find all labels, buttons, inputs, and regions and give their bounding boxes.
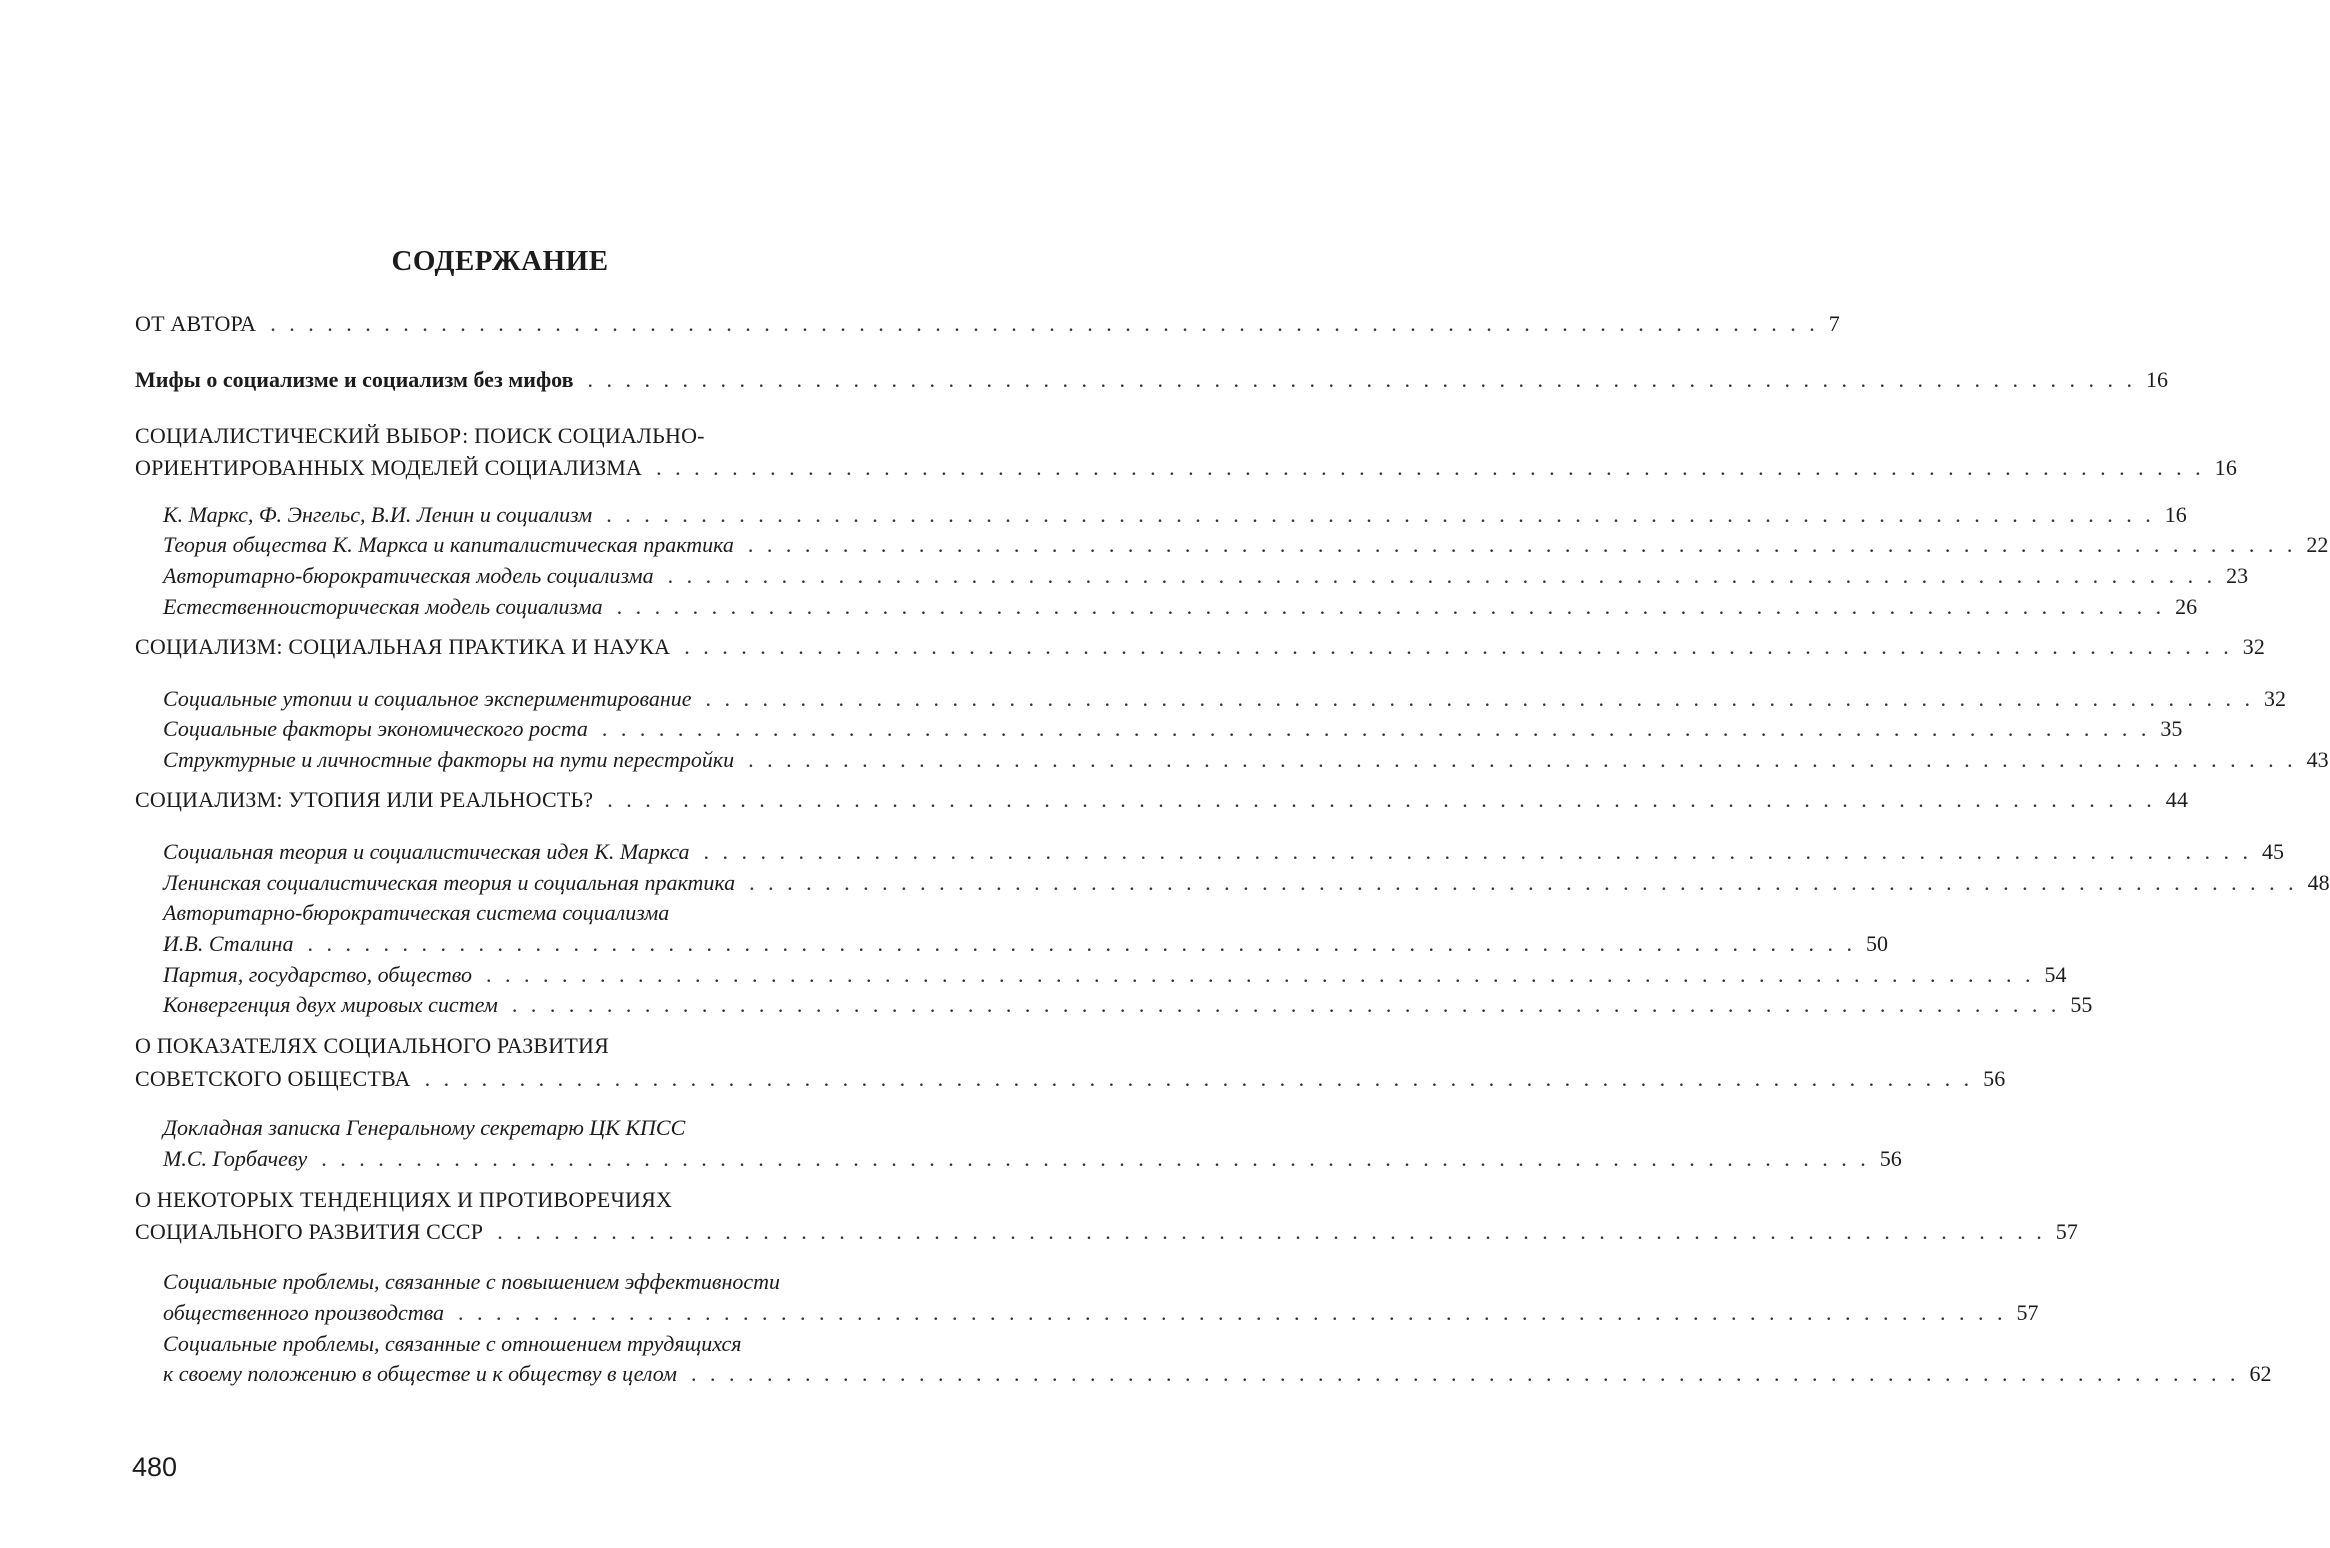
toc-subentry-first-line[interactable]	[163, 1328, 915, 1360]
toc-subentry[interactable]	[163, 928, 1888, 960]
toc-subentry[interactable]	[163, 744, 2329, 776]
toc-entry-page: 48	[2307, 870, 2330, 895]
dot-leader: . . . . . . . . . . . . . . . . . . . . . . . . . . . . . . . . . . . . . . . . . . . . . . . . . . . . . . . . . . . . . . . . . . . . . . . . . . . . . . . . . .	[748, 747, 2297, 772]
dot-leader: . . . . . . . . . . . . . . . . . . . . . . . . . . . . . . . . . . . . . . . . . . . . . . . . . . . . . . . . . . . . . . . . . . . . . . . . . . . . . . . . . .	[703, 839, 2252, 864]
toc-entry-text: Социальные факторы экономического роста	[163, 716, 588, 741]
dot-leader: . . . . . . . . . . . . . . . . . . . . . . . . . . . . . . . . . . . . . . . . . . . . . . . . . . . . . . . . . . . . . . . . . . . . . . . . . . . . . . . . . .	[270, 311, 1819, 336]
toc-entry-page: 57	[2016, 1300, 2039, 1325]
toc-entry-text: СОЦИАЛИЗМ: СОЦИАЛЬНАЯ ПРАКТИКА И НАУКА	[135, 634, 671, 659]
toc-entry-text: Авторитарно-бюрократическая система социализма	[163, 900, 670, 925]
toc-entry-text: К. Маркс, Ф. Энгельс, В.И. Ленин и социализм	[163, 502, 593, 527]
toc-entry[interactable]	[135, 631, 2266, 663]
toc-subentry[interactable]	[163, 989, 2093, 1021]
toc-entry-page: 57	[2055, 1219, 2079, 1244]
toc-entry-first-line[interactable]	[135, 1030, 915, 1062]
toc-entry-text: Социальные проблемы, связанные с повышением эффективности	[163, 1269, 781, 1294]
toc-entry-text: Партия, государство, общество	[163, 962, 472, 987]
toc-entry-page: 22	[2306, 532, 2329, 557]
toc-subentry[interactable]	[163, 959, 2067, 991]
toc-entry-text: И.В. Сталина	[163, 931, 294, 956]
toc-entry-text: СОЦИАЛИЗМ: УТОПИЯ ИЛИ РЕАЛЬНОСТЬ?	[135, 787, 594, 812]
toc-entry-text: Ленинская социалистическая теория и социальная практика	[163, 870, 736, 895]
toc-entry-page: 16	[2214, 455, 2238, 480]
dot-leader: . . . . . . . . . . . . . . . . . . . . . . . . . . . . . . . . . . . . . . . . . . . . . . . . . . . . . . . . . . . . . . . . . . . . . . . . . . . . . . . . . .	[656, 455, 2205, 480]
toc-entry-page: 32	[2264, 686, 2287, 711]
toc-entry-text: Конвергенция двух мировых систем	[163, 992, 498, 1017]
toc-subentry[interactable]	[163, 560, 2249, 592]
dot-leader: . . . . . . . . . . . . . . . . . . . . . . . . . . . . . . . . . . . . . . . . . . . . . . . . . . . . . . . . . . . . . . . . . . . . . . . . . . . . . . . . . .	[690, 1361, 2240, 1386]
toc-entry-text: СОЦИАЛИСТИЧЕСКИЙ ВЫБОР: ПОИСК СОЦИАЛЬНО-	[135, 423, 705, 448]
toc-entry-text: Социальная теория и социалистическая идея К. Маркса	[163, 839, 690, 864]
dot-leader: . . . . . . . . . . . . . . . . . . . . . . . . . . . . . . . . . . . . . . . . . . . . . . . . . . . . . . . . . . . . . . . . . . . . . . . . . . . . . . . . . .	[587, 367, 2136, 392]
toc-entry-text: СОВЕТСКОГО ОБЩЕСТВА	[135, 1066, 411, 1091]
toc-entry-page: 7	[1828, 311, 1840, 336]
toc-subentry[interactable]	[163, 683, 2287, 715]
toc-entry[interactable]	[135, 1216, 2079, 1248]
toc-entry-page: 56	[1879, 1146, 1902, 1171]
dot-leader: . . . . . . . . . . . . . . . . . . . . . . . . . . . . . . . . . . . . . . . . . . . . . . . . . . . . . . . . . . . . . . . . . . . . . . . . . . . . . . . . . .	[684, 634, 2233, 659]
toc-entry-text: ОРИЕНТИРОВАННЫХ МОДЕЛЕЙ СОЦИАЛИЗМА	[135, 455, 643, 480]
toc-subentry[interactable]	[163, 591, 2198, 623]
toc-entry-page: 16	[2146, 367, 2168, 392]
toc-entry-page: 45	[2262, 839, 2284, 864]
dot-leader: . . . . . . . . . . . . . . . . . . . . . . . . . . . . . . . . . . . . . . . . . . . . . . . . . . . . . . . . . . . . . . . . . . . . . . . . . . . . . . . . . .	[606, 502, 2155, 527]
dot-leader: . . . . . . . . . . . . . . . . . . . . . . . . . . . . . . . . . . . . . . . . . . . . . . . . . . . . . . . . . . . . . . . . . . . . . . . . . . . . . . . . . .	[607, 787, 2156, 812]
dot-leader: . . . . . . . . . . . . . . . . . . . . . . . . . . . . . . . . . . . . . . . . . . . . . . . . . . . . . . . . . . . . . . . . . . . . . . . . . . . . . . . . . .	[601, 716, 2151, 741]
toc-entry-page: 54	[2044, 962, 2067, 987]
dot-leader: . . . . . . . . . . . . . . . . . . . . . . . . . . . . . . . . . . . . . . . . . . . . . . . . . . . . . . . . . . . . . . . . . . . . . . . . . . . . . . . . . .	[307, 931, 1856, 956]
dot-leader: . . . . . . . . . . . . . . . . . . . . . . . . . . . . . . . . . . . . . . . . . . . . . . . . . . . . . . . . . . . . . . . . . . . . . . . . . . . . . . . . . .	[321, 1146, 1870, 1171]
toc-entry-text: О ПОКАЗАТЕЛЯХ СОЦИАЛЬНОГО РАЗВИТИЯ	[135, 1033, 609, 1058]
toc-subentry[interactable]	[163, 836, 2284, 868]
dot-leader: . . . . . . . . . . . . . . . . . . . . . . . . . . . . . . . . . . . . . . . . . . . . . . . . . . . . . . . . . . . . . . . . . . . . . . . . . . . . . . . . . .	[458, 1300, 2007, 1325]
toc-subentry[interactable]	[163, 713, 2183, 745]
toc-entry-text: М.С. Горбачеву	[163, 1146, 308, 1171]
toc-subentry[interactable]	[163, 1297, 2039, 1329]
toc-entry-page: 50	[1865, 931, 1888, 956]
toc-entry-page: 26	[2175, 594, 2198, 619]
page-number: 480	[132, 1452, 178, 1482]
toc-subentry[interactable]	[163, 1358, 2272, 1390]
toc-entry-text: к своему положению в обществе и к обществу в целом	[163, 1361, 677, 1386]
toc-entry-page: 23	[2226, 563, 2249, 588]
toc-entry-text: ОТ АВТОРА	[135, 311, 257, 336]
toc-entry-page: 43	[2306, 747, 2329, 772]
toc-entry-text: Теория общества К. Маркса и капиталистическая практика	[163, 532, 734, 557]
toc-entry-text: Докладная записка Генеральному секретарю ЦК КПСС	[163, 1115, 686, 1140]
toc-entry-page: 35	[2160, 716, 2183, 741]
toc-entry-page: 44	[2165, 787, 2189, 812]
toc-entry-text: Авторитарно-бюрократическая модель социализма	[163, 563, 654, 588]
dot-leader: . . . . . . . . . . . . . . . . . . . . . . . . . . . . . . . . . . . . . . . . . . . . . . . . . . . . . . . . . . . . . . . . . . . . . . . . . . . . . . . . . .	[424, 1066, 1974, 1091]
dot-leader: . . . . . . . . . . . . . . . . . . . . . . . . . . . . . . . . . . . . . . . . . . . . . . . . . . . . . . . . . . . . . . . . . . . . . . . . . . . . . . . . . .	[616, 594, 2166, 619]
toc-entry[interactable]	[135, 784, 2189, 816]
toc-subentry[interactable]	[163, 529, 2329, 561]
toc-entry-page: 56	[1983, 1066, 2006, 1091]
toc-entry-page: 16	[2164, 502, 2187, 527]
dot-leader: . . . . . . . . . . . . . . . . . . . . . . . . . . . . . . . . . . . . . . . . . . . . . . . . . . . . . . . . . . . . . . . . . . . . . . . . . . . . . . . . . .	[747, 532, 2297, 557]
toc-subentry[interactable]	[163, 1143, 1902, 1175]
toc-entry-first-line[interactable]	[135, 1184, 915, 1216]
toc-subentry-first-line[interactable]	[163, 1266, 915, 1298]
toc-entry-page: 55	[2070, 992, 2093, 1017]
toc-entry-text: общественного производства	[163, 1300, 445, 1325]
toc-entry-text: Естественноисторическая модель социализма	[163, 594, 603, 619]
toc-entry-text: О НЕКОТОРЫХ ТЕНДЕНЦИЯХ И ПРОТИВОРЕЧИЯХ	[135, 1187, 673, 1212]
dot-leader: . . . . . . . . . . . . . . . . . . . . . . . . . . . . . . . . . . . . . . . . . . . . . . . . . . . . . . . . . . . . . . . . . . . . . . . . . . . . . . . . . .	[497, 1219, 2046, 1244]
toc-title: СОДЕРЖАНИЕ	[391, 245, 609, 277]
toc-entry-text: Структурные и личностные факторы на пути перестройки	[163, 747, 735, 772]
toc-entry-text: Социальные проблемы, связанные с отношением трудящихся	[163, 1331, 742, 1356]
toc-entry-text: СОЦИАЛЬНОГО РАЗВИТИЯ СССР	[135, 1219, 484, 1244]
toc-entry[interactable]	[135, 452, 2238, 484]
toc-subentry-first-line[interactable]	[163, 1112, 915, 1144]
dot-leader: . . . . . . . . . . . . . . . . . . . . . . . . . . . . . . . . . . . . . . . . . . . . . . . . . . . . . . . . . . . . . . . . . . . . . . . . . . . . . . . . . .	[485, 962, 2035, 987]
toc-subentry[interactable]	[163, 499, 2187, 531]
dot-leader: . . . . . . . . . . . . . . . . . . . . . . . . . . . . . . . . . . . . . . . . . . . . . . . . . . . . . . . . . . . . . . . . . . . . . . . . . . . . . . . . . .	[705, 686, 2255, 711]
toc-entry-text: Социальные утопии и социальное экспериментирование	[163, 686, 692, 711]
dot-leader: . . . . . . . . . . . . . . . . . . . . . . . . . . . . . . . . . . . . . . . . . . . . . . . . . . . . . . . . . . . . . . . . . . . . . . . . . . . . . . . . . .	[511, 992, 2061, 1017]
toc-entry[interactable]	[135, 1063, 2006, 1095]
toc-entry-first-line[interactable]	[135, 420, 915, 452]
toc-entry-text: Мифы о социализме и социализм без мифов	[135, 367, 574, 392]
dot-leader: . . . . . . . . . . . . . . . . . . . . . . . . . . . . . . . . . . . . . . . . . . . . . . . . . . . . . . . . . . . . . . . . . . . . . . . . . . . . . . . . . .	[749, 870, 2298, 895]
dot-leader: . . . . . . . . . . . . . . . . . . . . . . . . . . . . . . . . . . . . . . . . . . . . . . . . . . . . . . . . . . . . . . . . . . . . . . . . . . . . . . . . . .	[667, 563, 2217, 588]
toc-subentry[interactable]	[163, 867, 2330, 899]
toc-entry-page: 32	[2242, 634, 2266, 659]
toc-entry-page: 62	[2249, 1361, 2272, 1386]
toc-subentry-first-line[interactable]	[163, 897, 915, 929]
toc-entry[interactable]	[135, 364, 2168, 396]
toc-entry[interactable]	[135, 308, 1840, 340]
